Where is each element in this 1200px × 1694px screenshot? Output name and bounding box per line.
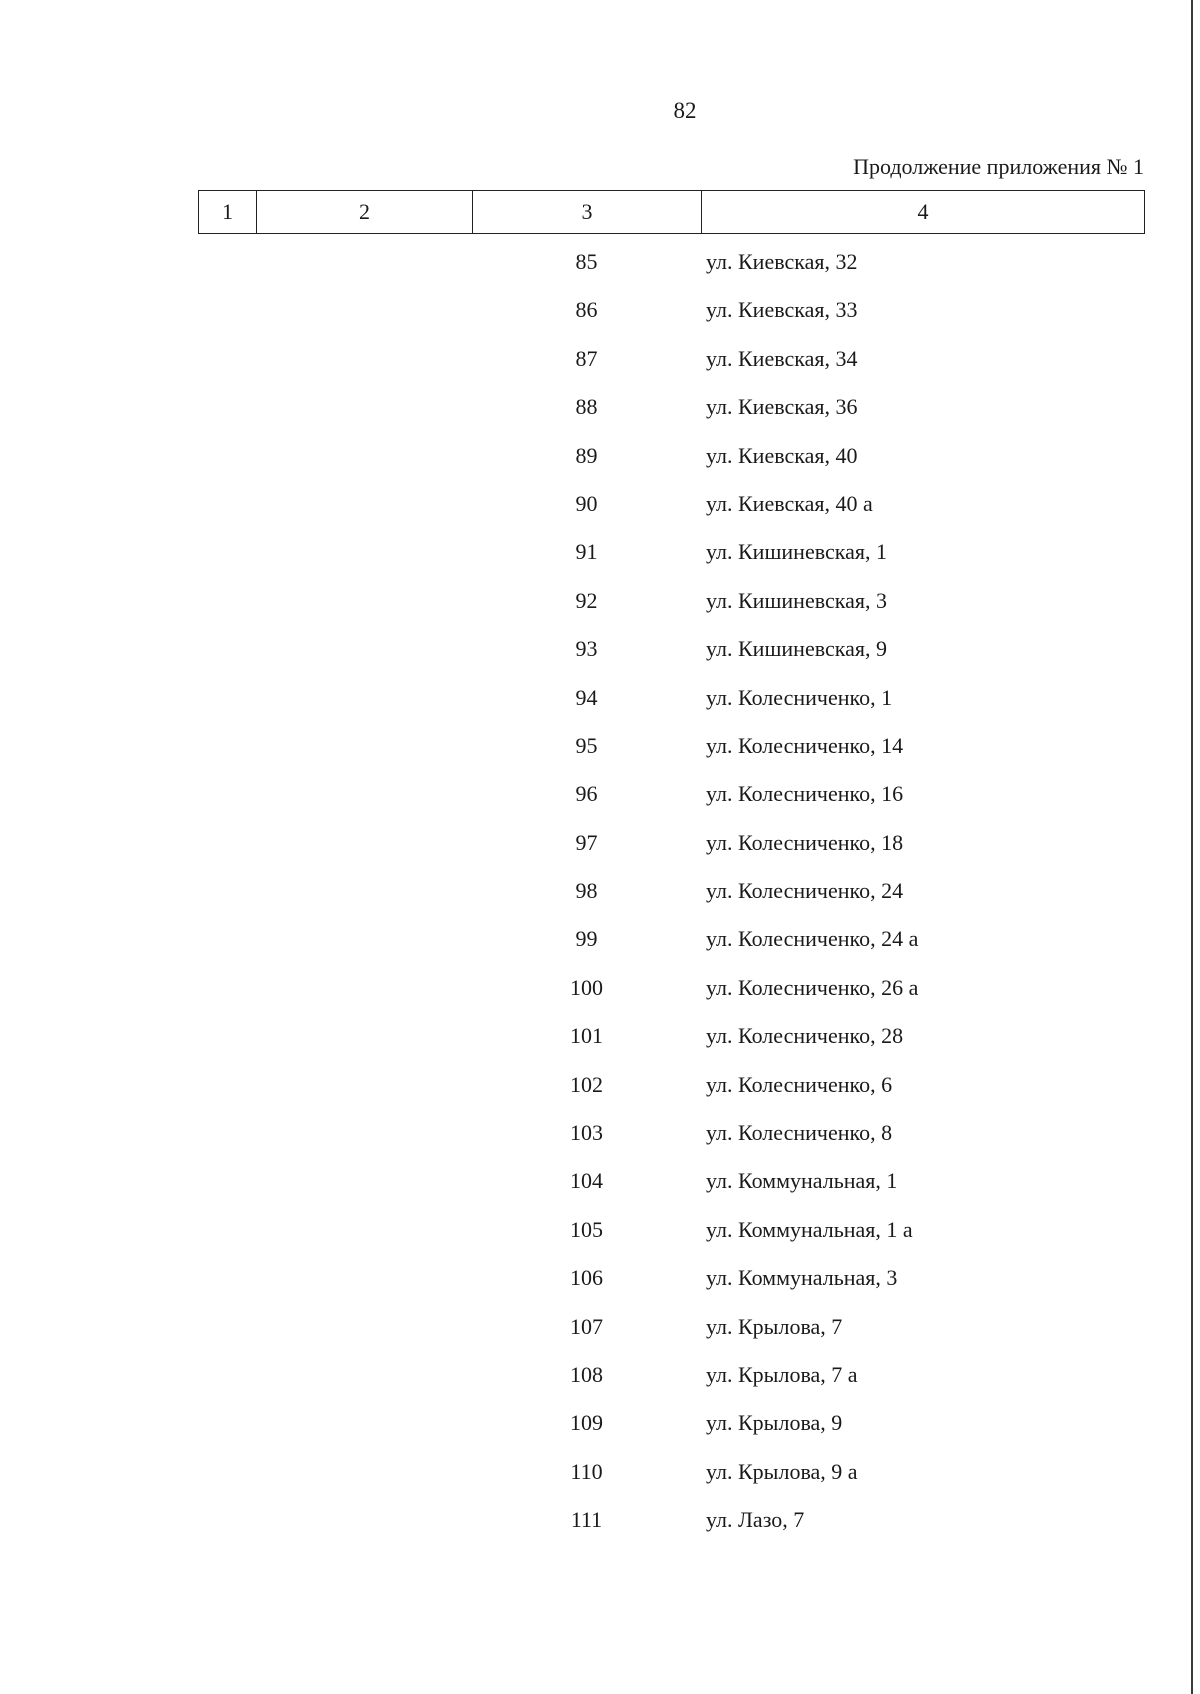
- table-row: [198, 920, 1145, 968]
- table-row: [198, 291, 1145, 339]
- row-number: 94: [575, 684, 598, 710]
- row-number: 108: [570, 1361, 603, 1387]
- row-address: ул. Лазо, 7: [706, 1507, 805, 1533]
- row-address: ул. Коммунальная, 3: [706, 1265, 898, 1291]
- row-address: ул. Колесниченко, 14: [706, 732, 904, 758]
- table-body: [198, 243, 1145, 1550]
- row-number: 85: [575, 249, 598, 274]
- column-header-4: 4: [917, 199, 929, 224]
- table-row: [198, 1308, 1145, 1356]
- row-number: 92: [575, 587, 598, 613]
- row-address: ул. Колесниченко, 24 а: [706, 926, 919, 952]
- row-address: ул. Киевская, 34: [706, 345, 858, 371]
- row-address: ул. Колесниченко, 6: [706, 1071, 893, 1097]
- row-number: 88: [575, 394, 598, 420]
- row-address: ул. Колесниченко, 26 а: [706, 974, 919, 1000]
- continuation-label: Продолжение приложения № 1: [853, 154, 1144, 179]
- table-row: [198, 1404, 1145, 1452]
- table-row: [198, 727, 1145, 775]
- row-number: 101: [570, 1023, 603, 1049]
- row-number: 91: [575, 539, 598, 565]
- row-number: 104: [570, 1168, 603, 1194]
- row-address: ул. Колесниченко, 16: [706, 781, 904, 807]
- table-row: [198, 437, 1145, 485]
- page-edge-line: [1191, 0, 1193, 1694]
- table-row: [198, 872, 1145, 920]
- row-address: ул. Колесниченко, 8: [706, 1120, 893, 1146]
- row-address: ул. Колесниченко, 1: [706, 684, 893, 710]
- row-address: ул. Кишиневская, 3: [706, 587, 887, 613]
- table-row: [198, 340, 1145, 388]
- row-address: ул. Коммунальная, 1: [706, 1168, 898, 1194]
- table-row: [198, 243, 1145, 291]
- row-number: 87: [575, 345, 598, 371]
- row-address: ул. Кишиневская, 1: [706, 539, 887, 565]
- table-row: [198, 1017, 1145, 1065]
- row-number: 106: [570, 1265, 603, 1291]
- row-number: 109: [570, 1410, 603, 1436]
- row-number: 107: [570, 1313, 603, 1339]
- row-number: 90: [575, 490, 598, 516]
- table-row: [198, 630, 1145, 678]
- table-row: [198, 1259, 1145, 1307]
- table-row: [198, 388, 1145, 436]
- row-number: 102: [570, 1071, 603, 1097]
- column-header-2: 2: [257, 191, 473, 233]
- table-row: [198, 582, 1145, 630]
- table-row: [198, 775, 1145, 823]
- row-number: 95: [575, 732, 598, 758]
- row-address: ул. Киевская, 40 а: [706, 490, 873, 516]
- table-row: [198, 824, 1145, 872]
- row-address: ул. Коммунальная, 1 а: [706, 1216, 913, 1242]
- row-number: 99: [575, 926, 598, 952]
- row-address: ул. Кишиневская, 9: [706, 636, 887, 662]
- row-number: 111: [570, 1507, 603, 1533]
- row-address: ул. Киевская, 32: [706, 249, 858, 274]
- row-address: ул. Крылова, 9 а: [706, 1458, 858, 1484]
- row-address: ул. Крылова, 9: [706, 1410, 843, 1436]
- row-number: 103: [570, 1120, 603, 1146]
- row-number: 86: [575, 297, 598, 323]
- row-address: ул. Киевская, 36: [706, 394, 858, 420]
- row-address: ул. Колесниченко, 18: [706, 829, 904, 855]
- table-row: [198, 1066, 1145, 1114]
- table-row: [198, 969, 1145, 1017]
- row-address: ул. Крылова, 7: [706, 1313, 843, 1339]
- column-header-3: 3: [473, 191, 702, 233]
- table-header: [198, 190, 1145, 234]
- row-address: ул. Киевская, 40: [706, 442, 858, 468]
- table-row: [198, 485, 1145, 533]
- table-row: [198, 679, 1145, 727]
- table-row: [198, 1453, 1145, 1501]
- row-number: 89: [575, 442, 598, 468]
- table-row: [198, 1501, 1145, 1549]
- row-number: 97: [575, 829, 598, 855]
- column-header-1: 1: [199, 191, 257, 233]
- row-address: ул. Крылова, 7 а: [706, 1361, 858, 1387]
- table-row: [198, 1162, 1145, 1210]
- page-number: 82: [673, 98, 697, 123]
- row-number: 98: [575, 878, 598, 904]
- row-number: 100: [570, 974, 603, 1000]
- row-address: ул. Колесниченко, 28: [706, 1023, 904, 1049]
- row-number: 110: [570, 1458, 603, 1484]
- table-row: [198, 1211, 1145, 1259]
- row-address: ул. Киевская, 33: [706, 297, 858, 323]
- row-number: 105: [570, 1216, 603, 1242]
- table-row: [198, 1356, 1145, 1404]
- row-number: 96: [575, 781, 598, 807]
- row-number: 93: [575, 636, 598, 662]
- table-row: [198, 1114, 1145, 1162]
- row-address: ул. Колесниченко, 24: [706, 878, 904, 904]
- table-row: [198, 533, 1145, 581]
